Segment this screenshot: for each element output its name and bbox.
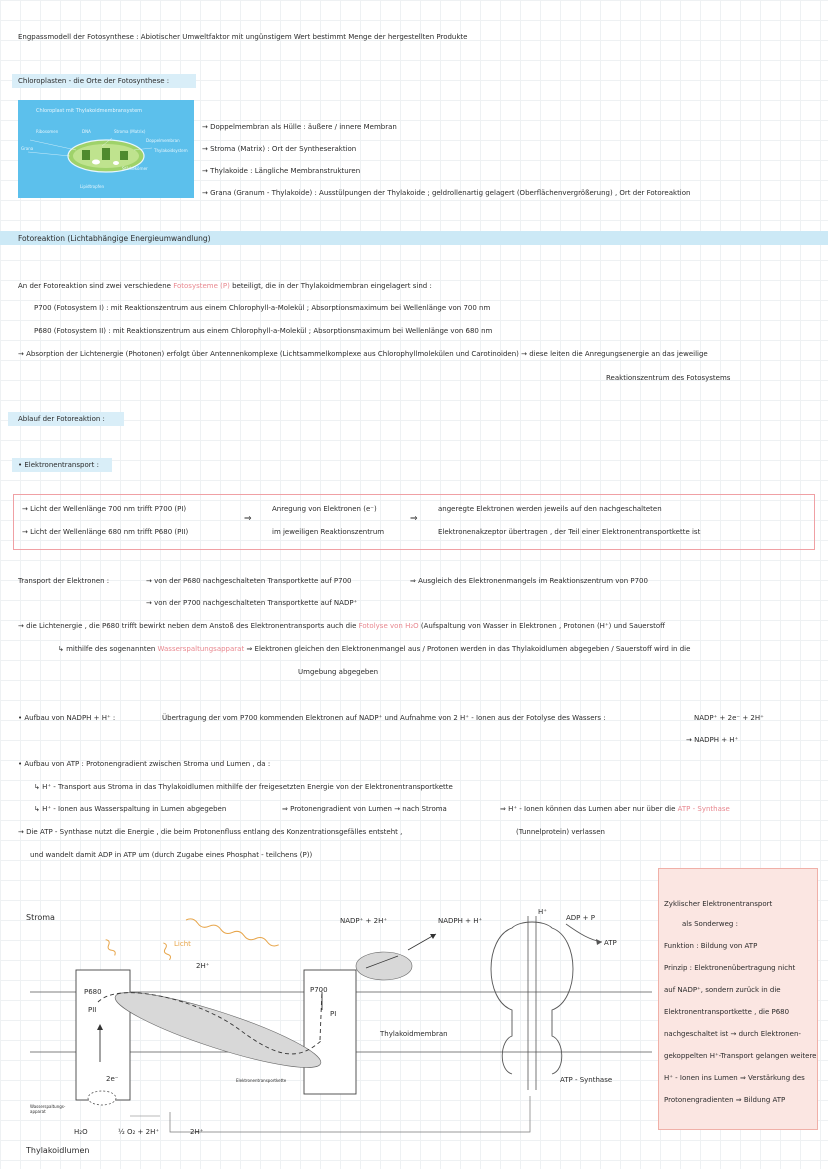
lumen-label: Thylakoidlumen bbox=[26, 1146, 90, 1155]
synthase-label: ATP - Synthase bbox=[560, 1076, 613, 1084]
side-line: gekoppelten H⁺-Transport gelangen weitere bbox=[664, 1052, 817, 1060]
p680-line: P680 (Fotosystem II) : mit Reaktionszentrum aus einem Chlorophyll-a-Molekül ; Absorptionsmaximum bei Wellenlänge von 680 nm bbox=[34, 327, 493, 335]
mithilfe-line: ↳ mithilfe des sogenannten Wasserspaltungsapparat ⇒ Elektronen gleichen den Elektronenmangel aus / Protonen werden in das Thylakoidlumen abgegeben / Sauerstoff wird in die bbox=[58, 645, 691, 653]
adp-label: ADP + P bbox=[566, 914, 595, 922]
box-line: → Licht der Wellenlänge 700 nm trifft P700 (PI) bbox=[22, 505, 187, 513]
wsa-label: Wasserspaltungs-apparat bbox=[30, 1104, 66, 1114]
side-line: Funktion : Bildung von ATP bbox=[664, 942, 758, 950]
side-line: Protonengradienten ⇒ Bildung ATP bbox=[664, 1096, 786, 1104]
licht-label: Licht bbox=[174, 940, 191, 948]
figure-label: Stroma (Matrix) bbox=[114, 129, 146, 134]
atp-line: (Tunnelprotein) verlassen bbox=[516, 828, 605, 836]
ablauf-heading: Ablauf der Fotoreaktion : bbox=[18, 415, 105, 423]
fotoreaktion-heading: Fotoreaktion (Lichtabhängige Energieumwandlung) bbox=[18, 234, 211, 243]
p680-label: P680 bbox=[84, 988, 102, 996]
absorption-line: → Absorption der Lichtenergie (Photonen) erfolgt über Antennenkomplexe (Lichtsammelkomplexe aus Chlorophyllmolekülen und Carotinoiden) → diese leiten die Anregungsenergie an das jeweilige bbox=[18, 350, 708, 358]
side-line: nachgeschaltet ist → durch Elektronen- bbox=[664, 1030, 801, 1038]
box-line: im jeweiligen Reaktionszentrum bbox=[272, 528, 385, 536]
p700-line: P700 (Fotosystem I) : mit Reaktionszentrum aus einem Chlorophyll-a-Molekül ; Absorptionsmaximum bei Wellenlänge von 700 nm bbox=[34, 304, 491, 312]
side-line: H⁺ - Ionen ins Lumen ⇒ Verstärkung des bbox=[664, 1074, 805, 1082]
p700-label: P700 bbox=[310, 986, 328, 994]
atp-line: ⇒ Protonengradient von Lumen → nach Stroma bbox=[282, 805, 447, 813]
figure-label: Doppelmembran bbox=[146, 138, 180, 143]
stroma-label: Stroma bbox=[26, 913, 55, 922]
transport-label: Transport der Elektronen : bbox=[18, 577, 110, 585]
membran-label: Thylakoidmembran bbox=[380, 1030, 448, 1038]
umgebung-line: Umgebung abgegeben bbox=[298, 668, 379, 676]
absorption-line-2: Reaktionszentrum des Fotosystems bbox=[606, 374, 731, 382]
side-line: Prinzip : Elektronenübertragung nicht bbox=[664, 964, 796, 972]
nadph-label-diagram: NADPH + H⁺ bbox=[438, 917, 483, 925]
atp-heading: • Aufbau von ATP : Protonengradient zwischen Stroma und Lumen , da : bbox=[18, 760, 271, 768]
nadph-label: • Aufbau von NADPH + H⁺ : bbox=[18, 714, 116, 722]
figure-title: Chloroplast mit Thylakoidmembransystem bbox=[36, 108, 143, 114]
figure-label: Grana bbox=[21, 146, 34, 151]
figure-label: DNA bbox=[82, 129, 91, 134]
figure-label: Ribosomen bbox=[36, 129, 59, 134]
hplus-label: H⁺ bbox=[538, 908, 547, 916]
etk-label: Elektronentransportkette bbox=[236, 1078, 287, 1083]
two-h-bottom: 2H⁺ bbox=[190, 1128, 204, 1136]
atp-line: ⇒ H⁺ - Ionen können das Lumen aber nur über die ATP - Synthase bbox=[500, 805, 730, 813]
transport-line: → von der P680 nachgeschalteten Transportkette auf P700 bbox=[146, 577, 352, 585]
et-heading: • Elektronentransport : bbox=[18, 461, 99, 469]
page-title: Engpassmodell der Fotosynthese : Abiotischer Umweltfaktor mit ungünstigem Wert bestimmt Menge der hergestellten Produkte bbox=[18, 33, 468, 41]
licht-line: → die Lichtenergie , die P680 trifft bewirkt neben dem Anstoß des Elektronentransports auch die Fotolyse von H₂O (Aufspaltung von Wasser in Elektronen , Protonen (H⁺) und Sauerstoff bbox=[18, 622, 665, 630]
nadph-eq: → NADPH + H⁺ bbox=[686, 736, 739, 744]
box-line: Elektronenakzeptor übertragen , der Teil einer Elektronentransportkette ist bbox=[438, 528, 701, 536]
nadp-label: NADP⁺ + 2H⁺ bbox=[340, 917, 388, 925]
transport-line: → von der P700 nachgeschalteten Transportkette auf NADP⁺ bbox=[146, 599, 358, 607]
atp-line: und wandelt damit ADP in ATP um (durch Zugabe eines Phosphat - teilchens (P)) bbox=[30, 851, 313, 859]
figure-label: Thylakoidsystem bbox=[154, 148, 188, 153]
chloro-item: → Grana (Granum - Thylakoide) : Ausstülpungen der Thylakoide ; geldrollenartig gelagert (Oberflächenvergrößerung) , Ort der Fotoreaktion bbox=[202, 189, 691, 197]
box-line: angeregte Elektronen werden jeweils auf den nachgeschalteten bbox=[438, 505, 662, 513]
side-line: auf NADP⁺, sondern zurück in die bbox=[664, 986, 781, 994]
box-line: → Licht der Wellenlänge 680 nm trifft P680 (PII) bbox=[22, 528, 189, 536]
implies-arrow: ⇒ bbox=[410, 514, 418, 524]
atp-line: → Die ATP - Synthase nutzt die Energie , die beim Protonenfluss entlang des Konzentrationsgefälles entsteht , bbox=[18, 828, 403, 836]
two-h-top: 2H⁺ bbox=[196, 962, 210, 970]
intro-line: An der Fotoreaktion sind zwei verschiedene Fotosysteme (P) beteiligt, die in der Thylakoidmembran eingelagert sind : bbox=[18, 282, 432, 290]
pi-label: PI bbox=[330, 1010, 337, 1018]
chloro-item: → Thylakoide : Längliche Membranstrukturen bbox=[202, 167, 361, 175]
atp-label: ATP bbox=[604, 939, 617, 947]
side-title: Zyklischer Elektronentransport bbox=[664, 900, 773, 908]
nadph-line: Übertragung der vom P700 kommenden Elektronen auf NADP⁺ und Aufnahme von 2 H⁺ - Ionen aus der Fotolyse des Wassers : bbox=[162, 714, 606, 722]
side-line: Elektronentransportkette , die P680 bbox=[664, 1008, 790, 1016]
nadph-eq: NADP⁺ + 2e⁻ + 2H⁺ bbox=[694, 714, 764, 722]
chloro-heading: Chloroplasten - die Orte der Fotosynthese : bbox=[18, 77, 170, 85]
chloro-item: → Stroma (Matrix) : Ort der Syntheseraktion bbox=[202, 145, 357, 153]
atp-line: ↳ H⁺ - Transport aus Stroma in das Thylakoidlumen mithilfe der freigesetzten Energie von der Elektronentransportkette bbox=[34, 783, 453, 791]
atp-line: ↳ H⁺ - Ionen aus Wasserspaltung in Lumen abgegeben bbox=[34, 805, 227, 813]
box-line: Anregung von Elektronen (e⁻) bbox=[272, 505, 377, 513]
figure-label: Stärkekörner bbox=[122, 166, 148, 171]
implies-arrow: ⇒ bbox=[244, 514, 252, 524]
figure-label: Lipidtropfen bbox=[80, 184, 105, 189]
h2o-label: H₂O bbox=[74, 1128, 88, 1136]
two-e-label: 2e⁻ bbox=[106, 1075, 119, 1083]
o2-label: ½ O₂ + 2H⁺ bbox=[118, 1128, 160, 1136]
side-subtitle: als Sonderweg : bbox=[682, 920, 738, 928]
transport-line: ⇒ Ausgleich des Elektronenmangels im Reaktionszentrum von P700 bbox=[410, 577, 648, 585]
chloro-item: → Doppelmembran als Hülle : äußere / innere Membran bbox=[202, 123, 397, 131]
pii-label: PII bbox=[88, 1006, 97, 1014]
